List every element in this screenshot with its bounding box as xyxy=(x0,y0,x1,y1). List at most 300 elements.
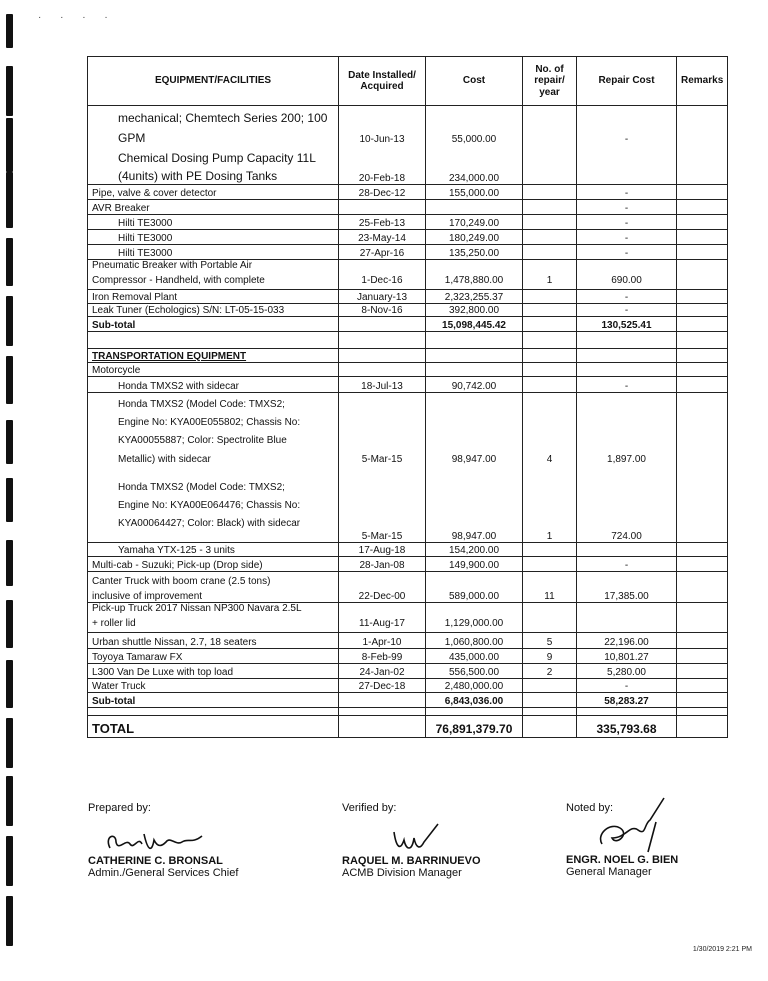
table-row xyxy=(88,588,728,603)
cell-date xyxy=(339,572,426,588)
cell-cost: 234,000.00 xyxy=(426,166,523,185)
cell-repairs xyxy=(523,332,577,349)
cell-repairs xyxy=(523,557,577,572)
cell-remarks xyxy=(677,230,728,245)
cell-cost xyxy=(426,429,523,447)
cell-equipment: inclusive of improvement xyxy=(88,588,339,603)
verified-by-label: Verified by: xyxy=(342,802,397,814)
cell-date xyxy=(339,349,426,363)
cell-date xyxy=(339,146,426,166)
cell-cost xyxy=(426,363,523,377)
cell-cost: 90,742.00 xyxy=(426,377,523,393)
cell-date: 27-Dec-18 xyxy=(339,679,426,693)
cell-repair-cost: - xyxy=(577,185,677,200)
cell-cost: 2,480,000.00 xyxy=(426,679,523,693)
table-row xyxy=(88,317,728,332)
cell-repair-cost: 22,196.00 xyxy=(577,633,677,649)
cell-repair-cost: 335,793.68 xyxy=(577,716,677,738)
table-row xyxy=(88,332,728,349)
cell-cost: 55,000.00 xyxy=(426,126,523,146)
table-row xyxy=(88,215,728,230)
table-row xyxy=(88,377,728,393)
cell-equipment: L300 Van De Luxe with top load xyxy=(88,664,339,679)
table-row xyxy=(88,447,728,466)
cell-repair-cost xyxy=(577,708,677,716)
cell-repair-cost xyxy=(577,166,677,185)
cell-remarks xyxy=(677,317,728,332)
prepared-signature-icon xyxy=(102,822,212,858)
cell-repair-cost xyxy=(577,349,677,363)
cell-repairs xyxy=(523,317,577,332)
cell-cost: 15,098,445.42 xyxy=(426,317,523,332)
table-row xyxy=(88,146,728,166)
cell-repairs xyxy=(523,245,577,260)
cell-repair-cost xyxy=(577,393,677,411)
cell-repairs: 2 xyxy=(523,664,577,679)
cell-repairs: 1 xyxy=(523,530,577,543)
cell-equipment: Compressor - Handheld, with complete xyxy=(88,275,339,290)
cell-cost: 155,000.00 xyxy=(426,185,523,200)
table-row xyxy=(88,200,728,215)
cell-repair-cost xyxy=(577,260,677,275)
cell-repair-cost xyxy=(577,512,677,530)
table-row xyxy=(88,304,728,317)
cell-cost: 6,843,036.00 xyxy=(426,693,523,708)
cell-remarks xyxy=(677,290,728,304)
cell-repairs xyxy=(523,572,577,588)
cell-repair-cost xyxy=(577,494,677,512)
cell-cost: 556,500.00 xyxy=(426,664,523,679)
cell-repair-cost: - xyxy=(577,290,677,304)
cell-equipment: Toyoya Tamaraw FX xyxy=(88,649,339,664)
cell-cost xyxy=(426,603,523,618)
cell-remarks xyxy=(677,363,728,377)
cell-equipment: KYA00055887; Color: Spectrolite Blue xyxy=(88,429,339,447)
cell-repair-cost: 1,897.00 xyxy=(577,447,677,466)
cell-cost: 98,947.00 xyxy=(426,530,523,543)
cell-repair-cost xyxy=(577,572,677,588)
table-row xyxy=(88,494,728,512)
cell-remarks xyxy=(677,106,728,126)
table-row xyxy=(88,603,728,618)
cell-remarks xyxy=(677,215,728,230)
cell-repairs xyxy=(523,200,577,215)
cell-cost xyxy=(426,708,523,716)
cell-repair-cost: - xyxy=(577,126,677,146)
verified-role: ACMB Division Manager xyxy=(342,867,462,879)
cell-cost: 149,900.00 xyxy=(426,557,523,572)
cell-remarks xyxy=(677,304,728,317)
table-row xyxy=(88,290,728,304)
col-date: Date Installed/ Acquired xyxy=(339,57,426,106)
cell-repairs xyxy=(523,146,577,166)
cell-date xyxy=(339,200,426,215)
cell-repair-cost xyxy=(577,476,677,494)
cell-date xyxy=(339,693,426,708)
cell-remarks xyxy=(677,543,728,557)
cell-date: 27-Apr-16 xyxy=(339,245,426,260)
cell-repair-cost: 130,525.41 xyxy=(577,317,677,332)
cell-repairs xyxy=(523,494,577,512)
cell-cost: 180,249.00 xyxy=(426,230,523,245)
cell-equipment: AVR Breaker xyxy=(88,200,339,215)
cell-equipment: Pneumatic Breaker with Portable Air xyxy=(88,260,339,275)
cell-date xyxy=(339,603,426,618)
cell-date: 28-Dec-12 xyxy=(339,185,426,200)
cell-remarks xyxy=(677,393,728,411)
cell-repairs xyxy=(523,543,577,557)
cell-repairs xyxy=(523,476,577,494)
cell-remarks xyxy=(677,588,728,603)
cell-equipment: Canter Truck with boom crane (2.5 tons) xyxy=(88,572,339,588)
cell-equipment: Leak Tuner (Echologics) S/N: LT-05-15-033 xyxy=(88,304,339,317)
verified-name: RAQUEL M. BARRINUEVO xyxy=(342,855,481,867)
prepared-by-block xyxy=(88,802,238,879)
equipment-table xyxy=(87,56,728,738)
cell-remarks xyxy=(677,557,728,572)
cell-date xyxy=(339,393,426,411)
table-row xyxy=(88,166,728,185)
cell-cost xyxy=(426,393,523,411)
cell-date: 28-Jan-08 xyxy=(339,557,426,572)
cell-date: 5-Mar-15 xyxy=(339,447,426,466)
cell-remarks xyxy=(677,664,728,679)
cell-repair-cost: - xyxy=(577,200,677,215)
cell-equipment: Multi-cab - Suzuki; Pick-up (Drop side) xyxy=(88,557,339,572)
cell-repair-cost: 5,280.00 xyxy=(577,664,677,679)
table-row xyxy=(88,633,728,649)
cell-date xyxy=(339,476,426,494)
cell-repairs xyxy=(523,411,577,429)
cell-date: 17-Aug-18 xyxy=(339,543,426,557)
cell-repair-cost: 724.00 xyxy=(577,530,677,543)
cell-repairs: 11 xyxy=(523,588,577,603)
table-row xyxy=(88,476,728,494)
cell-repair-cost xyxy=(577,466,677,476)
cell-date xyxy=(339,317,426,332)
cell-date: 1-Dec-16 xyxy=(339,275,426,290)
cell-remarks xyxy=(677,476,728,494)
cell-remarks xyxy=(677,649,728,664)
cell-date xyxy=(339,411,426,429)
cell-equipment: (4units) with PE Dosing Tanks xyxy=(88,166,339,185)
table-row xyxy=(88,411,728,429)
cell-repairs xyxy=(523,304,577,317)
cell-equipment: Hilti TE3000 xyxy=(88,230,339,245)
cell-cost: 435,000.00 xyxy=(426,649,523,664)
cell-cost xyxy=(426,332,523,349)
cell-date: 1-Apr-10 xyxy=(339,633,426,649)
cell-repair-cost xyxy=(577,543,677,557)
cell-date xyxy=(339,332,426,349)
cell-equipment: Honda TMXS2 (Model Code: TMXS2; xyxy=(88,393,339,411)
cell-date xyxy=(339,494,426,512)
cell-remarks xyxy=(677,126,728,146)
table-row xyxy=(88,260,728,275)
cell-repair-cost xyxy=(577,332,677,349)
cell-repairs xyxy=(523,708,577,716)
cell-repairs xyxy=(523,363,577,377)
cell-repair-cost: - xyxy=(577,557,677,572)
cell-date xyxy=(339,512,426,530)
cell-repair-cost: - xyxy=(577,304,677,317)
cell-remarks xyxy=(677,618,728,633)
cell-remarks xyxy=(677,275,728,290)
cell-cost: 2,323,255.37 xyxy=(426,290,523,304)
cell-repairs xyxy=(523,429,577,447)
table-row xyxy=(88,185,728,200)
table-row xyxy=(88,512,728,530)
cell-date: 24-Jan-02 xyxy=(339,664,426,679)
cell-equipment: Pipe, valve & cover detector xyxy=(88,185,339,200)
cell-equipment: Pick-up Truck 2017 Nissan NP300 Navara 2.5L xyxy=(88,603,339,618)
cell-equipment: TRANSPORTATION EQUIPMENT xyxy=(88,349,339,363)
print-timestamp: 1/30/2019 2:21 PM xyxy=(692,946,752,953)
cell-repair-cost xyxy=(577,146,677,166)
cell-repair-cost xyxy=(577,603,677,618)
cell-repairs xyxy=(523,618,577,633)
cell-equipment: Engine No: KYA00E064476; Chassis No: xyxy=(88,494,339,512)
cell-cost xyxy=(426,106,523,126)
cell-repairs xyxy=(523,166,577,185)
cell-equipment xyxy=(88,466,339,476)
cell-remarks xyxy=(677,429,728,447)
cell-equipment: Metallic) with sidecar xyxy=(88,447,339,466)
cell-equipment: Iron Removal Plant xyxy=(88,290,339,304)
cell-equipment: TOTAL xyxy=(88,716,339,738)
cell-remarks xyxy=(677,200,728,215)
noted-signature-icon xyxy=(586,794,696,854)
table-row xyxy=(88,716,728,738)
cell-cost: 1,060,800.00 xyxy=(426,633,523,649)
cell-remarks xyxy=(677,146,728,166)
cell-equipment: KYA00064427; Color: Black) with sidecar xyxy=(88,512,339,530)
cell-date: January-13 xyxy=(339,290,426,304)
cell-cost xyxy=(426,512,523,530)
cell-equipment: Motorcycle xyxy=(88,363,339,377)
cell-equipment: Urban shuttle Nissan, 2.7, 18 seaters xyxy=(88,633,339,649)
cell-remarks xyxy=(677,411,728,429)
cell-equipment: GPM xyxy=(88,126,339,146)
table-row xyxy=(88,126,728,146)
cell-repairs xyxy=(523,349,577,363)
cell-equipment: Chemical Dosing Pump Capacity 11L xyxy=(88,146,339,166)
cell-remarks xyxy=(677,377,728,393)
cell-repairs xyxy=(523,716,577,738)
cell-cost xyxy=(426,572,523,588)
prepared-name: CATHERINE C. BRONSAL xyxy=(88,855,223,867)
cell-cost: 392,800.00 xyxy=(426,304,523,317)
cell-cost: 76,891,379.70 xyxy=(426,716,523,738)
cell-remarks xyxy=(677,512,728,530)
table-row xyxy=(88,708,728,716)
table-row xyxy=(88,557,728,572)
cell-date: 5-Mar-15 xyxy=(339,530,426,543)
cell-cost xyxy=(426,146,523,166)
cell-remarks xyxy=(677,708,728,716)
table-row xyxy=(88,245,728,260)
verified-by-block xyxy=(342,802,492,879)
cell-remarks xyxy=(677,633,728,649)
cell-remarks xyxy=(677,245,728,260)
cell-cost xyxy=(426,494,523,512)
cell-date: 18-Jul-13 xyxy=(339,377,426,393)
cell-repairs xyxy=(523,466,577,476)
cell-remarks xyxy=(677,166,728,185)
verified-signature-icon xyxy=(382,822,492,858)
cell-equipment: Hilti TE3000 xyxy=(88,215,339,230)
noted-by-block xyxy=(566,802,678,878)
cell-equipment: Sub-total xyxy=(88,693,339,708)
cell-remarks xyxy=(677,530,728,543)
cell-repairs xyxy=(523,260,577,275)
cell-equipment: Hilti TE3000 xyxy=(88,245,339,260)
cell-cost xyxy=(426,260,523,275)
scan-dots: · · · · xyxy=(38,12,116,23)
cell-cost xyxy=(426,466,523,476)
cell-cost xyxy=(426,349,523,363)
cell-equipment: mechanical; Chemtech Series 200; 100 xyxy=(88,106,339,126)
cell-repairs xyxy=(523,377,577,393)
table-row xyxy=(88,106,728,126)
cell-repair-cost: - xyxy=(577,679,677,693)
table-row xyxy=(88,429,728,447)
cell-remarks xyxy=(677,332,728,349)
cell-cost: 1,129,000.00 xyxy=(426,618,523,633)
cell-date xyxy=(339,106,426,126)
table-header-row xyxy=(88,57,728,106)
cell-remarks xyxy=(677,494,728,512)
prepared-role: Admin./General Services Chief xyxy=(88,867,239,879)
table-row xyxy=(88,349,728,363)
table-row xyxy=(88,230,728,245)
table-row xyxy=(88,618,728,633)
cell-remarks xyxy=(677,679,728,693)
cell-repairs xyxy=(523,185,577,200)
cell-repairs xyxy=(523,512,577,530)
cell-remarks xyxy=(677,447,728,466)
cell-equipment: Water Truck xyxy=(88,679,339,693)
cell-cost xyxy=(426,411,523,429)
cell-repair-cost: 58,283.27 xyxy=(577,693,677,708)
cell-repair-cost: - xyxy=(577,215,677,230)
cell-date: 20-Feb-18 xyxy=(339,166,426,185)
col-cost: Cost xyxy=(426,57,523,106)
table-body xyxy=(88,106,728,738)
col-repair-cost: Repair Cost xyxy=(577,57,677,106)
cell-remarks xyxy=(677,185,728,200)
cell-date xyxy=(339,260,426,275)
table-row xyxy=(88,543,728,557)
cell-date xyxy=(339,363,426,377)
cell-cost xyxy=(426,200,523,215)
col-remarks: Remarks xyxy=(677,57,728,106)
cell-remarks xyxy=(677,349,728,363)
cell-repairs: 9 xyxy=(523,649,577,664)
cell-repairs xyxy=(523,679,577,693)
table-row xyxy=(88,572,728,588)
table-row xyxy=(88,649,728,664)
prepared-by-label: Prepared by: xyxy=(88,802,151,814)
cell-repairs xyxy=(523,106,577,126)
cell-date: 23-May-14 xyxy=(339,230,426,245)
cell-cost: 589,000.00 xyxy=(426,588,523,603)
cell-equipment: + roller lid xyxy=(88,618,339,633)
cell-equipment: Honda TMXS2 with sidecar xyxy=(88,377,339,393)
cell-date: 22-Dec-00 xyxy=(339,588,426,603)
cell-date: 11-Aug-17 xyxy=(339,618,426,633)
cell-date xyxy=(339,708,426,716)
noted-role: General Manager xyxy=(566,866,652,878)
table-row xyxy=(88,363,728,377)
table-row xyxy=(88,679,728,693)
cell-cost: 98,947.00 xyxy=(426,447,523,466)
cell-equipment xyxy=(88,530,339,543)
cell-date xyxy=(339,429,426,447)
cell-cost: 135,250.00 xyxy=(426,245,523,260)
scan-margin-marks xyxy=(6,0,14,981)
col-equipment: EQUIPMENT/FACILITIES xyxy=(88,57,339,106)
cell-repair-cost xyxy=(577,429,677,447)
table-row xyxy=(88,530,728,543)
cell-repairs xyxy=(523,693,577,708)
cell-repairs xyxy=(523,230,577,245)
table-row xyxy=(88,693,728,708)
cell-date xyxy=(339,466,426,476)
cell-repairs xyxy=(523,215,577,230)
cell-equipment: Yamaha YTX-125 - 3 units xyxy=(88,543,339,557)
cell-repair-cost: 17,385.00 xyxy=(577,588,677,603)
cell-date: 25-Feb-13 xyxy=(339,215,426,230)
table-row xyxy=(88,664,728,679)
cell-remarks xyxy=(677,716,728,738)
table-row xyxy=(88,275,728,290)
noted-by-label: Noted by: xyxy=(566,802,614,814)
cell-equipment: Honda TMXS2 (Model Code: TMXS2; xyxy=(88,476,339,494)
cell-repair-cost xyxy=(577,363,677,377)
cell-repair-cost: - xyxy=(577,377,677,393)
col-repairs: No. of repair/ year xyxy=(523,57,577,106)
cell-repair-cost: 690.00 xyxy=(577,275,677,290)
cell-remarks xyxy=(677,466,728,476)
cell-remarks xyxy=(677,603,728,618)
cell-repairs: 5 xyxy=(523,633,577,649)
noted-name: ENGR. NOEL G. BIEN xyxy=(566,854,679,866)
cell-equipment: Engine No: KYA00E055802; Chassis No: xyxy=(88,411,339,429)
cell-date: 8-Nov-16 xyxy=(339,304,426,317)
cell-repair-cost: - xyxy=(577,230,677,245)
cell-cost: 1,478,880.00 xyxy=(426,275,523,290)
cell-repairs xyxy=(523,290,577,304)
cell-repairs: 1 xyxy=(523,275,577,290)
cell-remarks xyxy=(677,260,728,275)
cell-cost: 154,200.00 xyxy=(426,543,523,557)
cell-repair-cost: 10,801.27 xyxy=(577,649,677,664)
cell-repair-cost: - xyxy=(577,245,677,260)
cell-date xyxy=(339,716,426,738)
cell-remarks xyxy=(677,693,728,708)
cell-repairs xyxy=(523,603,577,618)
cell-equipment xyxy=(88,332,339,349)
cell-date: 8-Feb-99 xyxy=(339,649,426,664)
cell-cost xyxy=(426,476,523,494)
cell-remarks xyxy=(677,572,728,588)
cell-cost: 170,249.00 xyxy=(426,215,523,230)
cell-repairs xyxy=(523,393,577,411)
cell-equipment xyxy=(88,708,339,716)
cell-equipment: Sub-total xyxy=(88,317,339,332)
cell-repair-cost xyxy=(577,411,677,429)
